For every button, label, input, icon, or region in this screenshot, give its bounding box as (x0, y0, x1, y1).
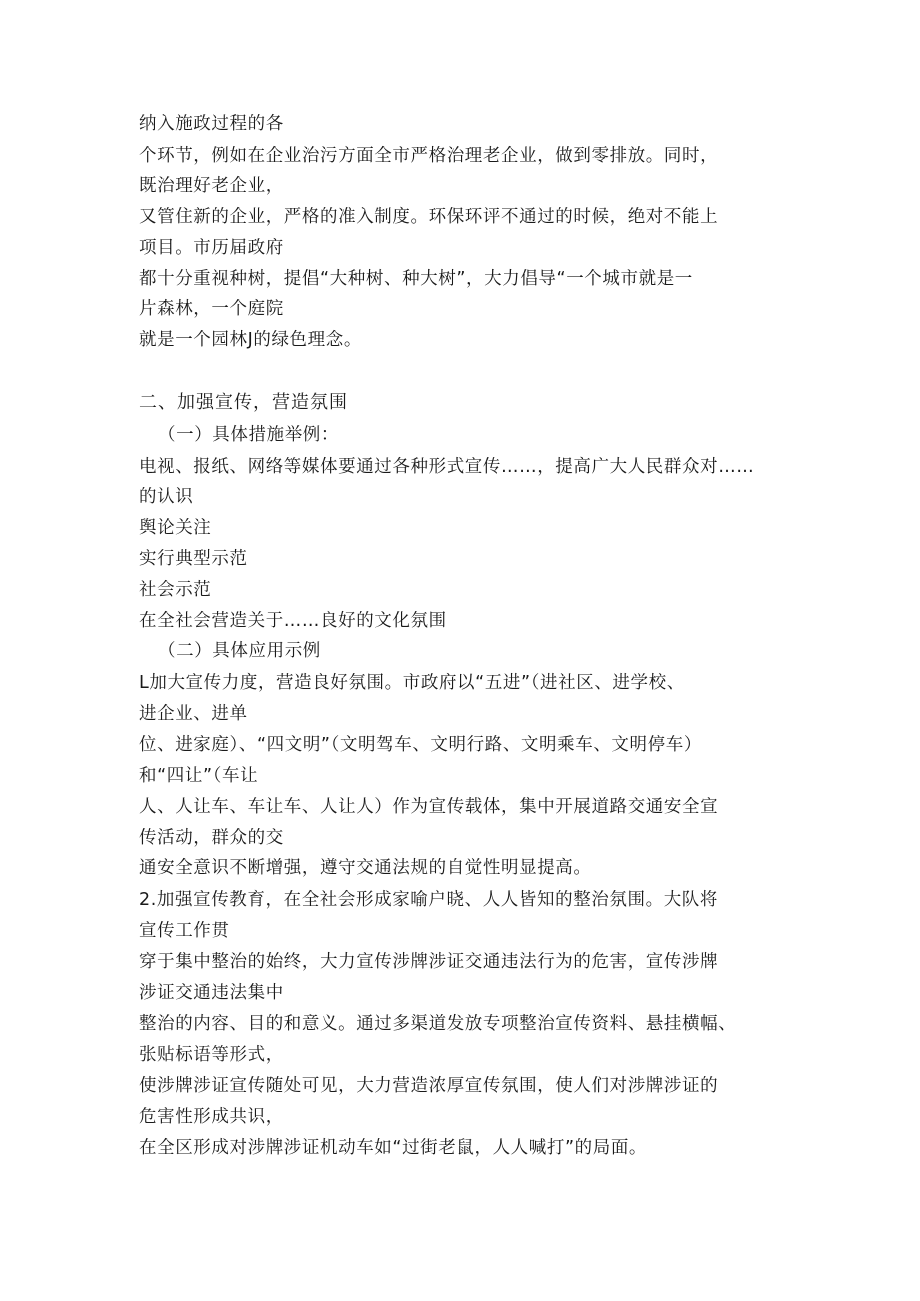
text-line: L加大宣传力度，营造良好氛围。市政府以“五进”（进社区、进学校、 (139, 673, 685, 693)
text-line: 片森林，一个庭院 (139, 299, 284, 319)
text-line: 电视、报纸、网络等媒体要通过各种形式宣传……，提高广大人民群众对…… (139, 457, 755, 477)
text-line: 既治理好老企业， (139, 176, 284, 196)
text-line: 社会示范 (139, 580, 212, 600)
text-line: 2.加强宣传教育，在全社会形成家喻户晓、人人皆知的整治氛围。大队将 (139, 890, 718, 910)
text-line: 实行典型示范 (139, 549, 248, 569)
text-line: 通安全意识不断增强，遵守交通法规的自觉性明显提高。 (139, 858, 592, 878)
text-line: 舆论关注 (139, 518, 212, 538)
text-line: 人、人让车、车让车、人让人）作为宣传载体，集中开展道路交通安全宣 (139, 797, 719, 817)
text-line: 穿于集中整治的始终，大力宣传涉牌涉证交通违法行为的危害，宣传涉牌 (139, 952, 719, 972)
text-line: 整治的内容、目的和意义。通过多渠道发放专项整治宣传资料、悬挂横幅、 (139, 1014, 737, 1034)
text-line: 就是一个园林J的绿色理念。 (139, 330, 362, 350)
text-line: 纳入施政过程的各 (139, 114, 284, 134)
text-line: 传活动，群众的交 (139, 828, 284, 848)
text-line: 项目。市历届政府 (139, 238, 284, 258)
text-line: 宣传工作贯 (139, 921, 230, 941)
text-line: 和“四让”（车让 (139, 766, 259, 786)
text-line: 进企业、进单 (139, 704, 248, 724)
text-line: 个环节，例如在企业治污方面全市严格治理老企业，做到零排放。同时， (139, 146, 719, 166)
subsection-heading: （一）具体措施举例： (158, 425, 339, 445)
text-line: 位、进家庭）、“四文明”（文明驾车、文明行路、文明乘车、文明停车） (139, 735, 702, 755)
text-line: 的认识 (139, 487, 194, 507)
text-line: 使涉牌涉证宣传随处可见，大力营造浓厚宣传氛围，使人们对涉牌涉证的 (139, 1076, 719, 1096)
subsection-heading: （二）具体应用示例 (158, 641, 321, 661)
text-line: 张贴标语等形式， (139, 1045, 284, 1065)
text-line: 都十分重视种树，提倡“大种树、种大树”，大力倡导“一个城市就是一 (139, 269, 693, 289)
text-line: 在全社会营造关于……良好的文化氛围 (139, 611, 447, 631)
text-line: 危害性形成共识， (139, 1107, 284, 1127)
text-line: 又管住新的企业，严格的准入制度。环保环评不通过的时候，绝对不能上 (139, 207, 719, 227)
text-line: 涉证交通违法集中 (139, 983, 284, 1003)
text-line: 在全区形成对涉牌涉证机动车如“过街老鼠，人人喊打”的局面。 (139, 1138, 648, 1158)
section-heading: 二、加强宣传，营造氛围 (139, 392, 348, 413)
